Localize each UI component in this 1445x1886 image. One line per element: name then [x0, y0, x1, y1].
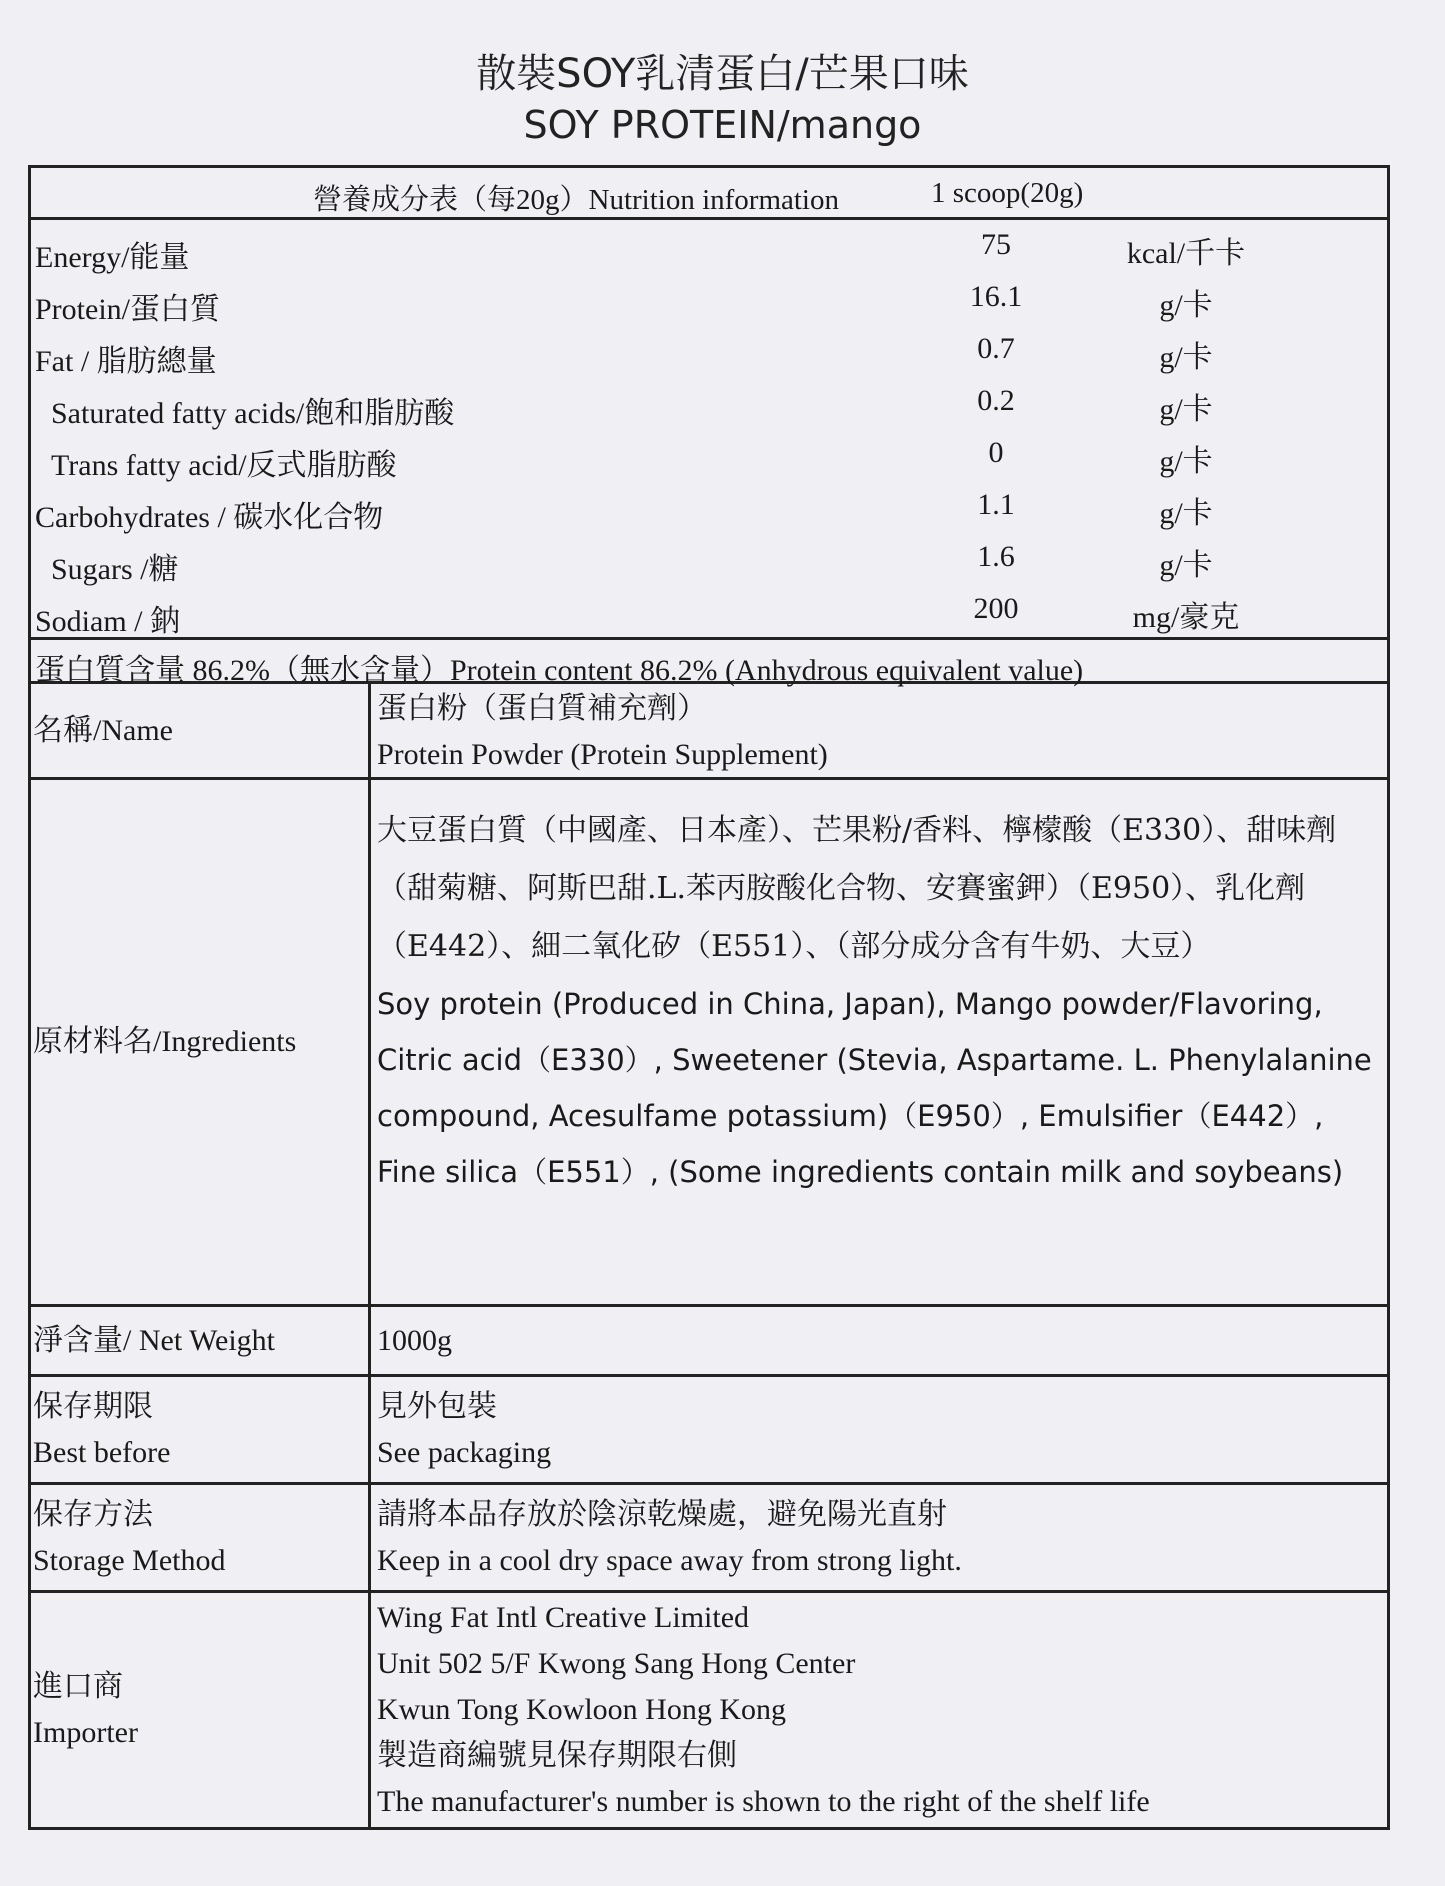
nutrition-row-saturated-fat — [31, 380, 1387, 432]
nutrition-row-protein — [31, 276, 1387, 328]
nutrient-unit: g/卡 — [1159, 289, 1213, 322]
nutrition-header — [31, 168, 1387, 220]
info-value-importer — [371, 1593, 1387, 1827]
nutrient-name: Sugars /糖 — [51, 553, 179, 586]
nutrient-unit: g/卡 — [1159, 445, 1213, 478]
nutrient-value: 200 — [973, 592, 1019, 625]
info-value-storage — [371, 1485, 1387, 1590]
nutrient-name: Carbohydrates / 碳水化合物 — [35, 501, 384, 534]
info-label-name — [31, 684, 371, 777]
info-row-name — [31, 684, 1387, 780]
protein-content-text: 蛋白質含量 86.2%（無水含量）Protein content 86.2% (Anhydrous equivalent value) — [35, 654, 1084, 687]
nutrient-name: Energy/能量 — [35, 241, 190, 274]
nutrition-row-carbohydrates — [31, 484, 1387, 536]
info-label-en: Importer — [33, 1716, 138, 1749]
info-value-best-before — [371, 1377, 1387, 1482]
nutrition-row-sugars — [31, 536, 1387, 588]
storage-zh: 請將本品存放於陰涼乾燥處，避免陽光直射 — [377, 1497, 947, 1531]
info-row-best-before — [31, 1377, 1387, 1485]
best-before-zh: 見外包裝 — [377, 1389, 497, 1423]
info-value-name — [371, 684, 1387, 777]
info-label-net-weight — [31, 1307, 371, 1374]
info-label-storage — [31, 1485, 371, 1590]
importer-line: The manufacturer's number is shown to the right of the shelf life — [377, 1785, 1150, 1818]
nutrient-unit: g/卡 — [1159, 549, 1213, 582]
product-name-zh: 蛋白粉（蛋白質補充劑） — [377, 692, 707, 725]
label-table — [28, 165, 1390, 1830]
info-label-zh: 保存期限 — [33, 1389, 153, 1423]
info-label-ingredients — [31, 780, 371, 1304]
info-label-zh: 進口商 — [33, 1670, 123, 1703]
info-label-en: Storage Method — [33, 1543, 226, 1577]
nutrition-header-serving: 1 scoop(20g) — [931, 177, 1084, 209]
nutrition-row-energy — [31, 224, 1387, 276]
nutrition-header-title: 營養成分表（每20g）Nutrition information — [313, 184, 839, 216]
nutrition-table — [31, 220, 1387, 640]
info-label-best-before — [31, 1377, 371, 1482]
info-value-net-weight — [371, 1307, 1387, 1374]
nutrient-name: Saturated fatty acids/飽和脂肪酸 — [51, 397, 455, 430]
nutrient-unit: g/卡 — [1159, 341, 1213, 374]
info-label-en: Best before — [33, 1435, 171, 1469]
ingredients-zh: 大豆蛋白質（中國產、日本產）、芒果粉/香料、檸檬酸（E330）、甜味劑（甜菊糖、阿斯巴甜.L.苯丙胺酸化合物、安賽蜜鉀）（E950）、乳化劑（E442）、細二氧化矽（E551）、（部分成分含有牛奶、大豆） — [377, 813, 1337, 964]
nutrient-name: Fat / 脂肪總量 — [35, 345, 217, 378]
nutrient-unit: kcal/千卡 — [1126, 237, 1246, 270]
importer-line: Wing Fat Intl Creative Limited — [377, 1601, 750, 1634]
nutrient-value: 75 — [981, 228, 1011, 261]
info-row-net-weight — [31, 1307, 1387, 1377]
importer-line: 製造商編號見保存期限右側 — [377, 1739, 737, 1772]
info-value-ingredients — [371, 780, 1387, 1304]
nutrient-name: Protein/蛋白質 — [35, 293, 220, 326]
product-title-zh: 散裝SOY乳清蛋白/芒果口味 — [476, 51, 969, 97]
product-title-en: SOY PROTEIN/mango — [523, 103, 922, 147]
nutrition-row-sodium — [31, 588, 1387, 640]
protein-content-row — [31, 640, 1387, 687]
net-weight-value: 1000g — [377, 1323, 452, 1357]
info-row-storage — [31, 1485, 1387, 1593]
product-name-en: Protein Powder (Protein Supplement) — [377, 738, 828, 771]
nutrient-unit: g/卡 — [1159, 497, 1213, 530]
nutrient-unit: g/卡 — [1159, 393, 1213, 426]
storage-en: Keep in a cool dry space away from strong light. — [377, 1543, 962, 1577]
nutrient-value: 1.1 — [977, 488, 1015, 521]
nutrient-unit: mg/豪克 — [1132, 601, 1240, 634]
importer-line: Unit 502 5/F Kwong Sang Hong Center — [377, 1647, 856, 1680]
nutrient-value: 1.6 — [977, 540, 1015, 573]
nutrition-row-trans-fat — [31, 432, 1387, 484]
nutrient-name: Sodiam / 鈉 — [35, 605, 181, 638]
nutrient-value: 0 — [988, 436, 1004, 469]
info-label-text: 淨含量/ Net Weight — [33, 1323, 276, 1357]
info-label-text: 名稱/Name — [33, 713, 173, 747]
info-label-text: 原材料名/Ingredients — [33, 1025, 297, 1058]
nutrient-name: Trans fatty acid/反式脂肪酸 — [51, 449, 397, 482]
nutrition-row-fat — [31, 328, 1387, 380]
nutrient-value: 0.7 — [977, 332, 1015, 365]
nutrient-value: 0.2 — [977, 384, 1015, 417]
info-label-zh: 保存方法 — [33, 1497, 153, 1531]
importer-line: Kwun Tong Kowloon Hong Kong — [377, 1693, 787, 1726]
ingredients-en: Soy protein (Produced in China, Japan), Mango powder/Flavoring, Citric acid（E330）, Sweetener (Stevia, Aspartame. L. Phenylalanine compound, Acesulfame potassium)（E950）, Emulsifier（E442）, Fine silica（E551）, (Some ingredients contain milk and soybeans) — [377, 987, 1372, 1189]
info-row-importer — [31, 1593, 1387, 1827]
nutrient-value: 16.1 — [969, 280, 1023, 313]
info-label-importer — [31, 1593, 371, 1827]
product-title — [0, 48, 1445, 150]
best-before-en: See packaging — [377, 1435, 552, 1469]
info-row-ingredients — [31, 780, 1387, 1307]
